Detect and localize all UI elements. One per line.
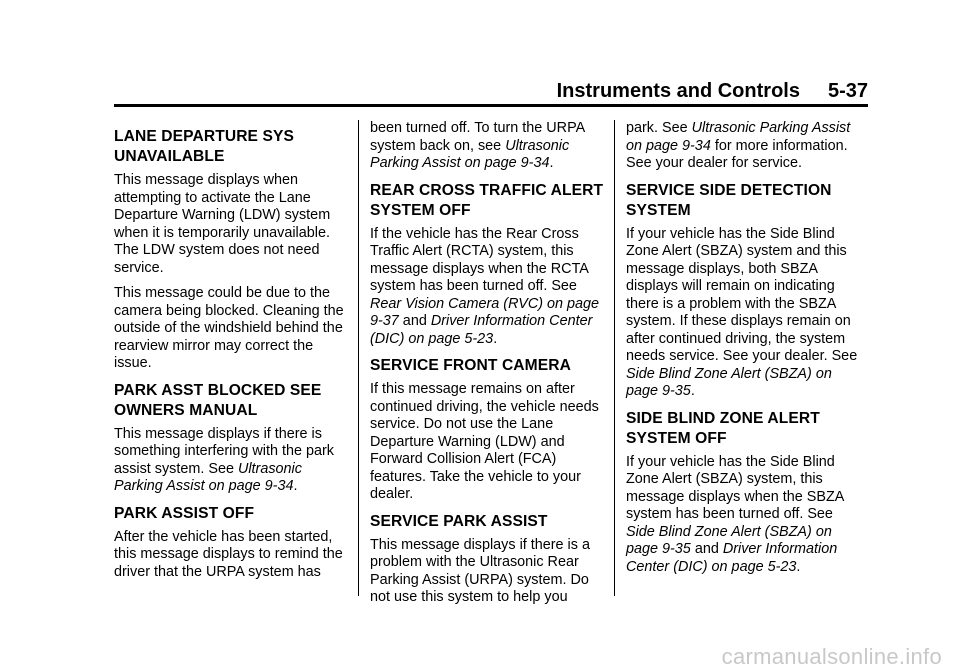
column-3 — [626, 120, 862, 584]
paragraph: park. See Ultrasonic Parking Assist on page 9-34 for more information. See your dealer for service. — [626, 120, 851, 171]
heading-service-park-assist: SERVICE PARK ASSIST — [370, 512, 548, 530]
paragraph: This message could be due to the camera being blocked. Cleaning the outside of the windshield behind the rearview mirror may correct the issue. — [114, 285, 344, 371]
cross-reference-link[interactable]: Side Blind Zone Alert (SBZA) on page 9-35 — [626, 523, 832, 557]
cross-reference-link[interactable]: Driver Information Center (DIC) on page 5-23 — [626, 541, 838, 575]
paragraph: This message displays if there is something interfering with the park assist system. See Ultrasonic Parking Assist on page 9-34. — [114, 425, 334, 494]
paragraph: If the vehicle has the Rear Cross Traffic Alert (RCTA) system, this message displays when the RCTA system has been turned off. See Rear Vision Camera (RVC) on page 9-37 and Driver Information Center (DIC) on page 5-23. — [370, 225, 600, 347]
heading-park-assist-off: PARK ASSIST OFF — [114, 504, 255, 522]
page-header — [557, 80, 868, 103]
cross-reference-link[interactable]: Ultrasonic Parking Assist on page 9-34 — [370, 137, 570, 171]
paragraph: This message displays when attempting to activate the Lane Departure Warning (LDW) system when it is temporarily unavailable. The LDW system does not need service. — [114, 172, 331, 276]
heading-service-side-detection-system: SERVICE SIDE DETECTION SYSTEM — [626, 181, 832, 219]
column-1 — [114, 120, 350, 589]
column-divider — [614, 120, 615, 596]
heading-lane-departure-sys-unavailable: LANE DEPARTURE SYS UNAVAILABLE — [114, 128, 294, 165]
column-divider — [358, 120, 359, 596]
cross-reference-link[interactable]: Rear Vision Camera (RVC) on page 9-37 — [370, 295, 600, 329]
heading-park-asst-blocked: PARK ASST BLOCKED SEE OWNERS MANUAL — [114, 381, 322, 419]
paragraph: If your vehicle has the Side Blind Zone Alert (SBZA) system, this message displays when the SBZA system has been turned off. See Side Blind Zone Alert (SBZA) on page 9-35 and Driver Information Center (DIC) on page 5-23. — [626, 453, 844, 575]
heading-service-front-camera: SERVICE FRONT CAMERA — [370, 357, 571, 374]
header-rule — [114, 104, 868, 107]
cross-reference-link[interactable]: Ultrasonic Parking Assist on page 9-34 — [626, 120, 851, 154]
cross-reference-link[interactable]: Ultrasonic Parking Assist on page 9-34 — [114, 460, 302, 494]
paragraph: If this message remains on after continued driving, the vehicle needs service. Do not use the Lane Departure Warning (LDW) and Forward Collision Alert (FCA) features. Take the vehicle to your dealer. — [370, 381, 599, 502]
paragraph: After the vehicle has been started, this message displays to remind the driver that the URPA system has — [114, 528, 343, 580]
column-2 — [370, 120, 606, 615]
paragraph: been turned off. To turn the URPA system back on, see Ultrasonic Parking Assist on page 9-34. — [370, 120, 585, 171]
heading-side-blind-zone-alert-off: SIDE BLIND ZONE ALERT SYSTEM OFF — [626, 409, 820, 447]
watermark: carmanualsonline.info — [721, 644, 942, 669]
heading-rear-cross-traffic-alert-off: REAR CROSS TRAFFIC ALERT SYSTEM OFF — [370, 181, 604, 219]
cross-reference-link[interactable]: Driver Information Center (DIC) on page 5-23 — [370, 313, 593, 347]
paragraph: This message displays if there is a problem with the Ultrasonic Rear Parking Assist (URPA) system. Do not use this system to help you — [370, 536, 590, 605]
page-number: 5-37 — [827, 80, 868, 102]
paragraph: If your vehicle has the Side Blind Zone Alert (SBZA) system and this message displays, both SBZA displays will remain on indicating there is a problem with the SBZA system. If these displays remain on after continued driving, the system needs service. See your dealer. See Side Blind Zone Alert (SBZA) on page 9-35. — [626, 225, 858, 399]
section-title: Instruments and Controls — [556, 80, 800, 102]
cross-reference-link[interactable]: Side Blind Zone Alert (SBZA) on page 9-35 — [626, 365, 832, 399]
